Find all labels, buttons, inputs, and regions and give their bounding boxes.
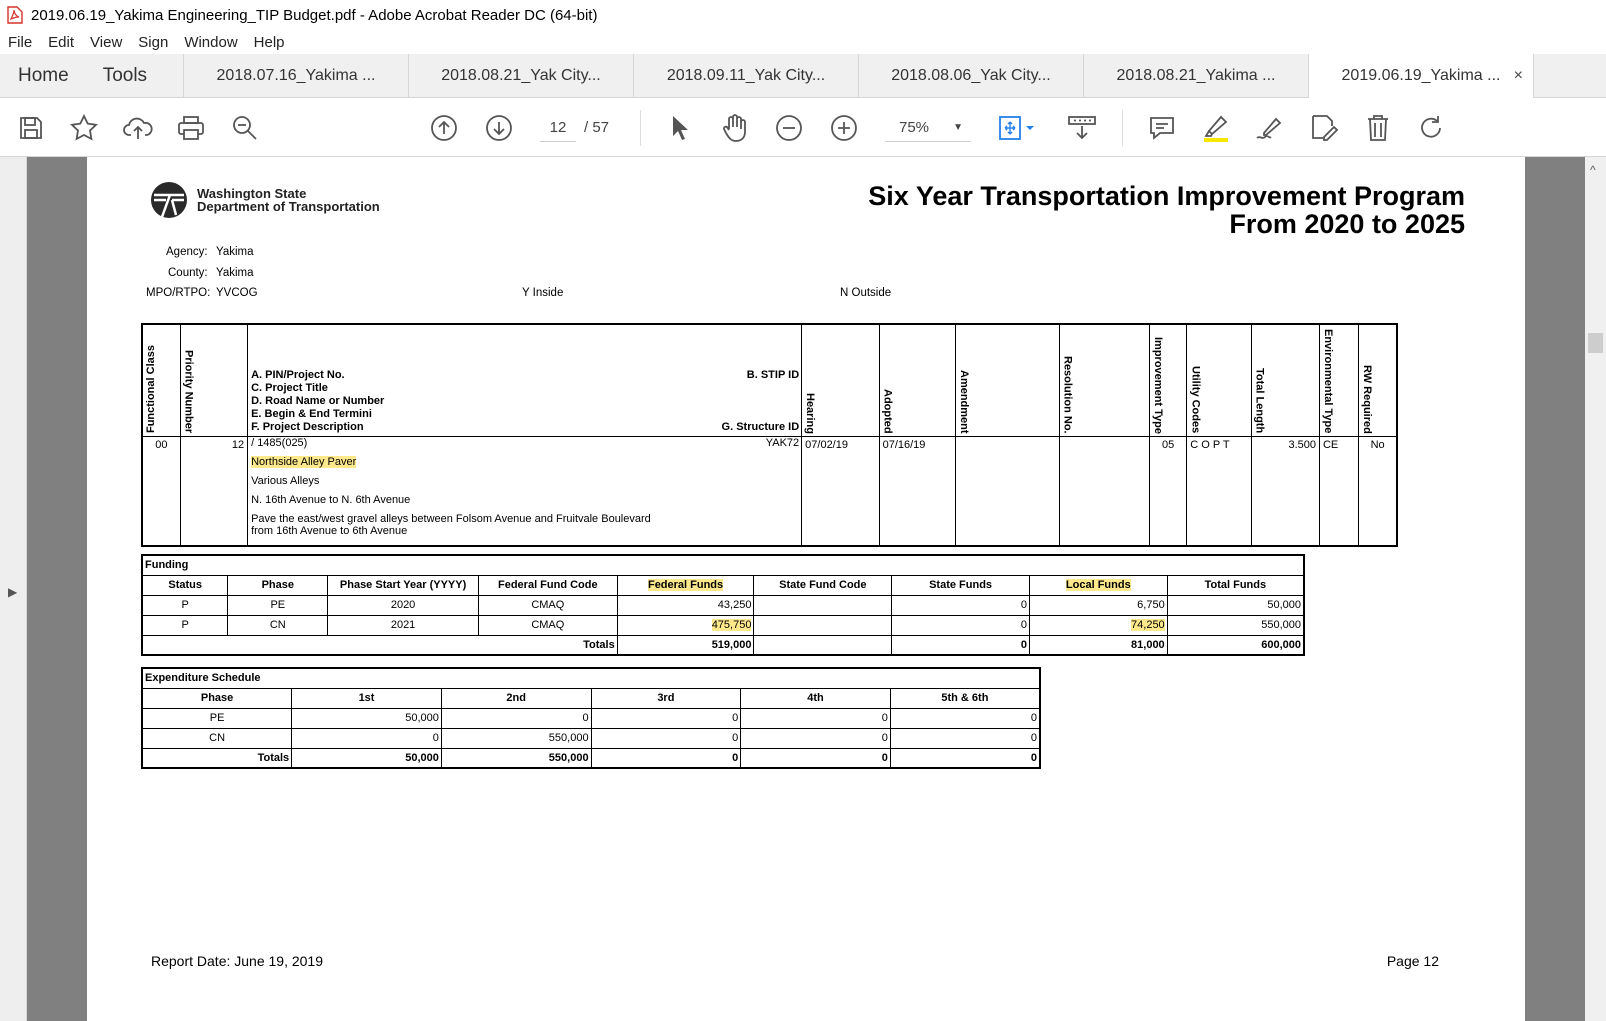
header-total-length: Total Length — [1251, 324, 1319, 436]
funding-total-cell: 600,000 — [1167, 635, 1304, 655]
zoom-in-icon[interactable] — [828, 112, 860, 144]
document-tab[interactable] — [409, 54, 634, 97]
funding-cell: P — [142, 595, 228, 615]
table-row — [142, 615, 1304, 635]
funding-caption: Funding — [142, 555, 1304, 575]
expenditure-total-cell: 50,000 — [292, 748, 442, 768]
expenditure-header: 4th — [741, 688, 891, 708]
vertical-scrollbar[interactable] — [1585, 157, 1606, 1021]
project-stip-id: YAK72 — [765, 436, 800, 449]
expenditure-totals-row — [142, 748, 1040, 768]
report-date: Report Date: June 19, 2019 — [151, 953, 324, 969]
expenditure-total-cell: 0 — [591, 748, 741, 768]
funding-totals-label: Totals — [142, 635, 617, 655]
header-adopted: Adopted — [879, 324, 955, 436]
cell-rw-required: No — [1359, 436, 1397, 546]
header-project-description — [248, 324, 802, 436]
wsdot-logo — [150, 181, 380, 219]
funding-header-row — [142, 575, 1304, 595]
expenditure-cell: PE — [142, 708, 292, 728]
funding-cell: CN — [228, 615, 328, 635]
nav-tabs — [0, 54, 184, 97]
logo-line-1: Washington State — [197, 186, 307, 201]
expenditure-cell: 0 — [591, 708, 741, 728]
report-title-line-1: Six Year Transportation Improvement Program — [868, 181, 1465, 211]
funding-header: State Funds — [892, 575, 1030, 595]
expenditure-cell: 0 — [441, 708, 591, 728]
menu-view[interactable]: View — [90, 33, 123, 51]
funding-header — [617, 575, 754, 595]
zoom-out-icon[interactable] — [773, 112, 805, 144]
agency-value: Yakima — [216, 246, 254, 258]
expenditure-cell: CN — [142, 728, 292, 748]
zoom-level-select[interactable] — [885, 114, 971, 142]
expenditure-header: 5th & 6th — [890, 688, 1040, 708]
funding-header: Status — [142, 575, 228, 595]
menu-file[interactable]: File — [8, 33, 33, 51]
funding-cell: 6,750 — [1029, 595, 1167, 615]
menu-bar — [0, 30, 1606, 54]
expenditure-cell: 0 — [292, 728, 442, 748]
funding-header — [1029, 575, 1167, 595]
expenditure-header-row — [142, 688, 1040, 708]
viewer-margin — [1525, 157, 1585, 1021]
table-row — [142, 595, 1304, 615]
menu-edit[interactable]: Edit — [48, 33, 75, 51]
cell-priority: 12 — [180, 436, 247, 546]
project-road: Various Alleys — [251, 474, 320, 487]
document-tab[interactable] — [634, 54, 859, 97]
star-icon[interactable] — [68, 112, 100, 144]
funding-cell: 2020 — [328, 595, 479, 615]
funding-cell: 0 — [892, 595, 1030, 615]
cell-environmental-type: CE — [1319, 436, 1358, 546]
zoom-search-icon[interactable] — [229, 112, 261, 144]
local-funds-cn-value: 74,250 — [1131, 619, 1165, 631]
document-tab-label: 2018.08.06_Yak City... — [891, 66, 1051, 84]
funding-cell — [1029, 615, 1167, 635]
funding-cell: PE — [228, 595, 328, 615]
outside-flag: N Outside — [840, 287, 892, 299]
header-line-f: F. Project Description — [251, 420, 364, 433]
close-tab-icon[interactable]: × — [1513, 67, 1523, 84]
expenditure-header: 3rd — [591, 688, 741, 708]
funding-total-cell: 81,000 — [1029, 635, 1167, 655]
select-cursor-icon[interactable] — [664, 112, 696, 144]
document-tab-label: 2018.08.21_Yakima ... — [1116, 66, 1276, 84]
document-tab[interactable] — [184, 54, 409, 97]
expenditure-table — [141, 667, 1041, 769]
header-structure-id: G. Structure ID — [721, 420, 800, 433]
funding-cell: P — [142, 615, 228, 635]
header-amendment: Amendment — [956, 324, 1060, 436]
wsdot-logo-mark-icon — [150, 181, 188, 219]
funding-cell: 2021 — [328, 615, 479, 635]
project-table — [141, 323, 1398, 547]
read-mode-icon[interactable] — [1064, 112, 1100, 144]
header-improvement-type: Improvement Type — [1150, 324, 1187, 436]
project-title: Northside Alley Paver — [251, 455, 357, 468]
save-icon[interactable] — [15, 112, 47, 144]
funding-total-cell — [754, 635, 892, 655]
expenditure-caption: Expenditure Schedule — [142, 668, 1040, 688]
federal-funds-header: Federal Funds — [647, 579, 724, 591]
cell-functional-class: 00 — [142, 436, 180, 546]
tab-bar — [0, 54, 1606, 98]
expenditure-total-cell: 550,000 — [441, 748, 591, 768]
cell-hearing: 07/02/19 — [802, 436, 879, 546]
viewer-margin — [27, 157, 87, 1021]
header-priority-number: Priority Number — [180, 324, 247, 436]
page-number-input[interactable]: 12 — [540, 114, 576, 142]
header-stip-id: B. STIP ID — [746, 368, 800, 381]
header-hearing: Hearing — [802, 324, 879, 436]
document-tab-label: 2019.06.19_Yakima ... — [1341, 67, 1501, 84]
fit-page-icon[interactable] — [995, 112, 1039, 144]
table-row — [142, 708, 1040, 728]
title-bar — [0, 0, 1606, 30]
funding-header: State Fund Code — [754, 575, 892, 595]
sign-pen-icon[interactable] — [1254, 112, 1286, 144]
side-panel-strip — [0, 157, 27, 1021]
highlight-icon[interactable] — [1200, 112, 1232, 144]
inside-flag: Y Inside — [522, 287, 564, 299]
cell-resolution — [1059, 436, 1150, 546]
rotate-redo-icon[interactable] — [1416, 112, 1448, 144]
funding-table — [141, 554, 1305, 656]
report-title — [868, 182, 1465, 238]
menu-help[interactable]: Help — [253, 33, 285, 51]
document-tab[interactable] — [1084, 54, 1309, 97]
report-title-line-2: From 2020 to 2025 — [1229, 209, 1465, 239]
expenditure-total-cell: 0 — [741, 748, 891, 768]
local-funds-header: Local Funds — [1065, 579, 1131, 591]
cell-total-length: 3.500 — [1251, 436, 1319, 546]
expenditure-header: 1st — [292, 688, 442, 708]
menu-sign[interactable]: Sign — [138, 33, 169, 51]
expenditure-cell: 0 — [591, 728, 741, 748]
federal-funds-cn-value: 475,750 — [711, 619, 752, 631]
expenditure-total-cell: 0 — [890, 748, 1040, 768]
funding-total-cell: 519,000 — [617, 635, 754, 655]
pdf-page — [87, 157, 1525, 1021]
expenditure-header: 2nd — [441, 688, 591, 708]
funding-cell — [617, 615, 754, 635]
header-line-a: A. PIN/Project No. — [251, 368, 345, 381]
expand-panel-icon[interactable]: ▶ — [8, 585, 18, 599]
funding-header: Phase Start Year (YYYY) — [328, 575, 479, 595]
expenditure-cell: 0 — [890, 708, 1040, 728]
funding-total-cell: 0 — [892, 635, 1030, 655]
county-value: Yakima — [216, 267, 254, 279]
document-tab-active[interactable] — [1309, 54, 1534, 99]
funding-cell: 50,000 — [1167, 595, 1304, 615]
funding-cell — [754, 615, 892, 635]
document-tab-label: 2018.09.11_Yak City... — [666, 66, 826, 84]
expenditure-totals-label: Totals — [142, 748, 292, 768]
project-termini: N. 16th Avenue to N. 6th Avenue — [251, 493, 411, 506]
upload-cloud-icon[interactable] — [122, 112, 154, 144]
cell-adopted: 07/16/19 — [879, 436, 955, 546]
cell-amendment — [956, 436, 1060, 546]
toolbar — [0, 98, 1606, 157]
menu-window[interactable]: Window — [184, 33, 238, 51]
document-tab-label: 2018.07.16_Yakima ... — [216, 66, 376, 84]
header-line-e: E. Begin & End Termini — [251, 407, 372, 420]
scrollbar-thumb[interactable] — [1588, 333, 1603, 353]
tab-home[interactable]: Home — [18, 64, 69, 86]
toolbar-divider — [640, 110, 641, 146]
project-description-line-2: from 16th Avenue to 6th Avenue — [251, 524, 408, 537]
tab-tools[interactable]: Tools — [102, 64, 148, 86]
funding-totals-row — [142, 635, 1304, 655]
funding-caption-row — [142, 555, 1304, 575]
funding-cell: CMAQ — [478, 615, 617, 635]
project-description-line-1: Pave the east/west gravel alleys between Folsom Avenue and Fruitvale Boulevard — [251, 512, 651, 525]
document-tab-label: 2018.08.21_Yak City... — [441, 66, 601, 84]
expenditure-header: Phase — [142, 688, 292, 708]
project-row — [142, 436, 1397, 546]
expenditure-caption-row — [142, 668, 1040, 688]
header-rw-required: RW Required — [1359, 324, 1397, 436]
header-utility-codes: Utility Codes — [1187, 324, 1251, 436]
next-page-icon[interactable] — [483, 112, 515, 144]
table-row — [142, 728, 1040, 748]
cell-utility-codes: C O P T — [1187, 436, 1251, 546]
pdf-file-icon — [7, 6, 23, 24]
funding-cell: CMAQ — [478, 595, 617, 615]
page-number-label: Page 12 — [1386, 953, 1439, 969]
comment-icon[interactable] — [1146, 112, 1178, 144]
header-resolution: Resolution No. — [1059, 324, 1150, 436]
cell-project-description — [248, 436, 802, 546]
chevron-down-icon: ▼ — [953, 122, 963, 133]
expenditure-cell: 0 — [890, 728, 1040, 748]
zoom-level-value: 75% — [899, 119, 930, 136]
logo-text — [197, 187, 380, 213]
project-header-row — [142, 324, 1397, 436]
page-total: / 57 — [584, 119, 610, 136]
window-title: 2019.06.19_Yakima Engineering_TIP Budget.pdf - Adobe Acrobat Reader DC (64-bit) — [31, 6, 598, 24]
funding-header: Federal Fund Code — [478, 575, 617, 595]
expenditure-cell: 50,000 — [292, 708, 442, 728]
edit-pdf-icon[interactable] — [1308, 112, 1340, 144]
toolbar-divider — [1122, 110, 1123, 146]
document-tab[interactable] — [859, 54, 1084, 97]
header-line-c: C. Project Title — [251, 381, 328, 394]
funding-header: Total Funds — [1167, 575, 1304, 595]
expenditure-cell: 0 — [741, 728, 891, 748]
scroll-up-icon[interactable]: ^ — [1590, 163, 1596, 177]
funding-cell — [754, 595, 892, 615]
mpo-label: MPO/RTPO: — [146, 287, 211, 299]
agency-label: Agency: — [166, 246, 208, 258]
previous-page-icon[interactable] — [428, 112, 460, 144]
cell-improvement-type: 05 — [1150, 436, 1187, 546]
funding-header: Phase — [228, 575, 328, 595]
header-functional-class: Functional Class — [142, 324, 180, 436]
county-label: County: — [168, 267, 208, 279]
expenditure-cell: 0 — [741, 708, 891, 728]
funding-cell: 0 — [892, 615, 1030, 635]
logo-line-2: Department of Transportation — [197, 199, 380, 214]
delete-trash-icon[interactable] — [1362, 112, 1394, 144]
expenditure-cell: 550,000 — [441, 728, 591, 748]
funding-cell: 43,250 — [617, 595, 754, 615]
project-pin: / 1485(025) — [251, 436, 308, 449]
print-icon[interactable] — [175, 112, 207, 144]
hand-tool-icon[interactable] — [719, 112, 751, 144]
funding-cell: 550,000 — [1167, 615, 1304, 635]
header-environmental-type: Environmental Type — [1319, 324, 1358, 436]
mpo-value: YVCOG — [216, 287, 258, 299]
header-line-d: D. Road Name or Number — [251, 394, 385, 407]
